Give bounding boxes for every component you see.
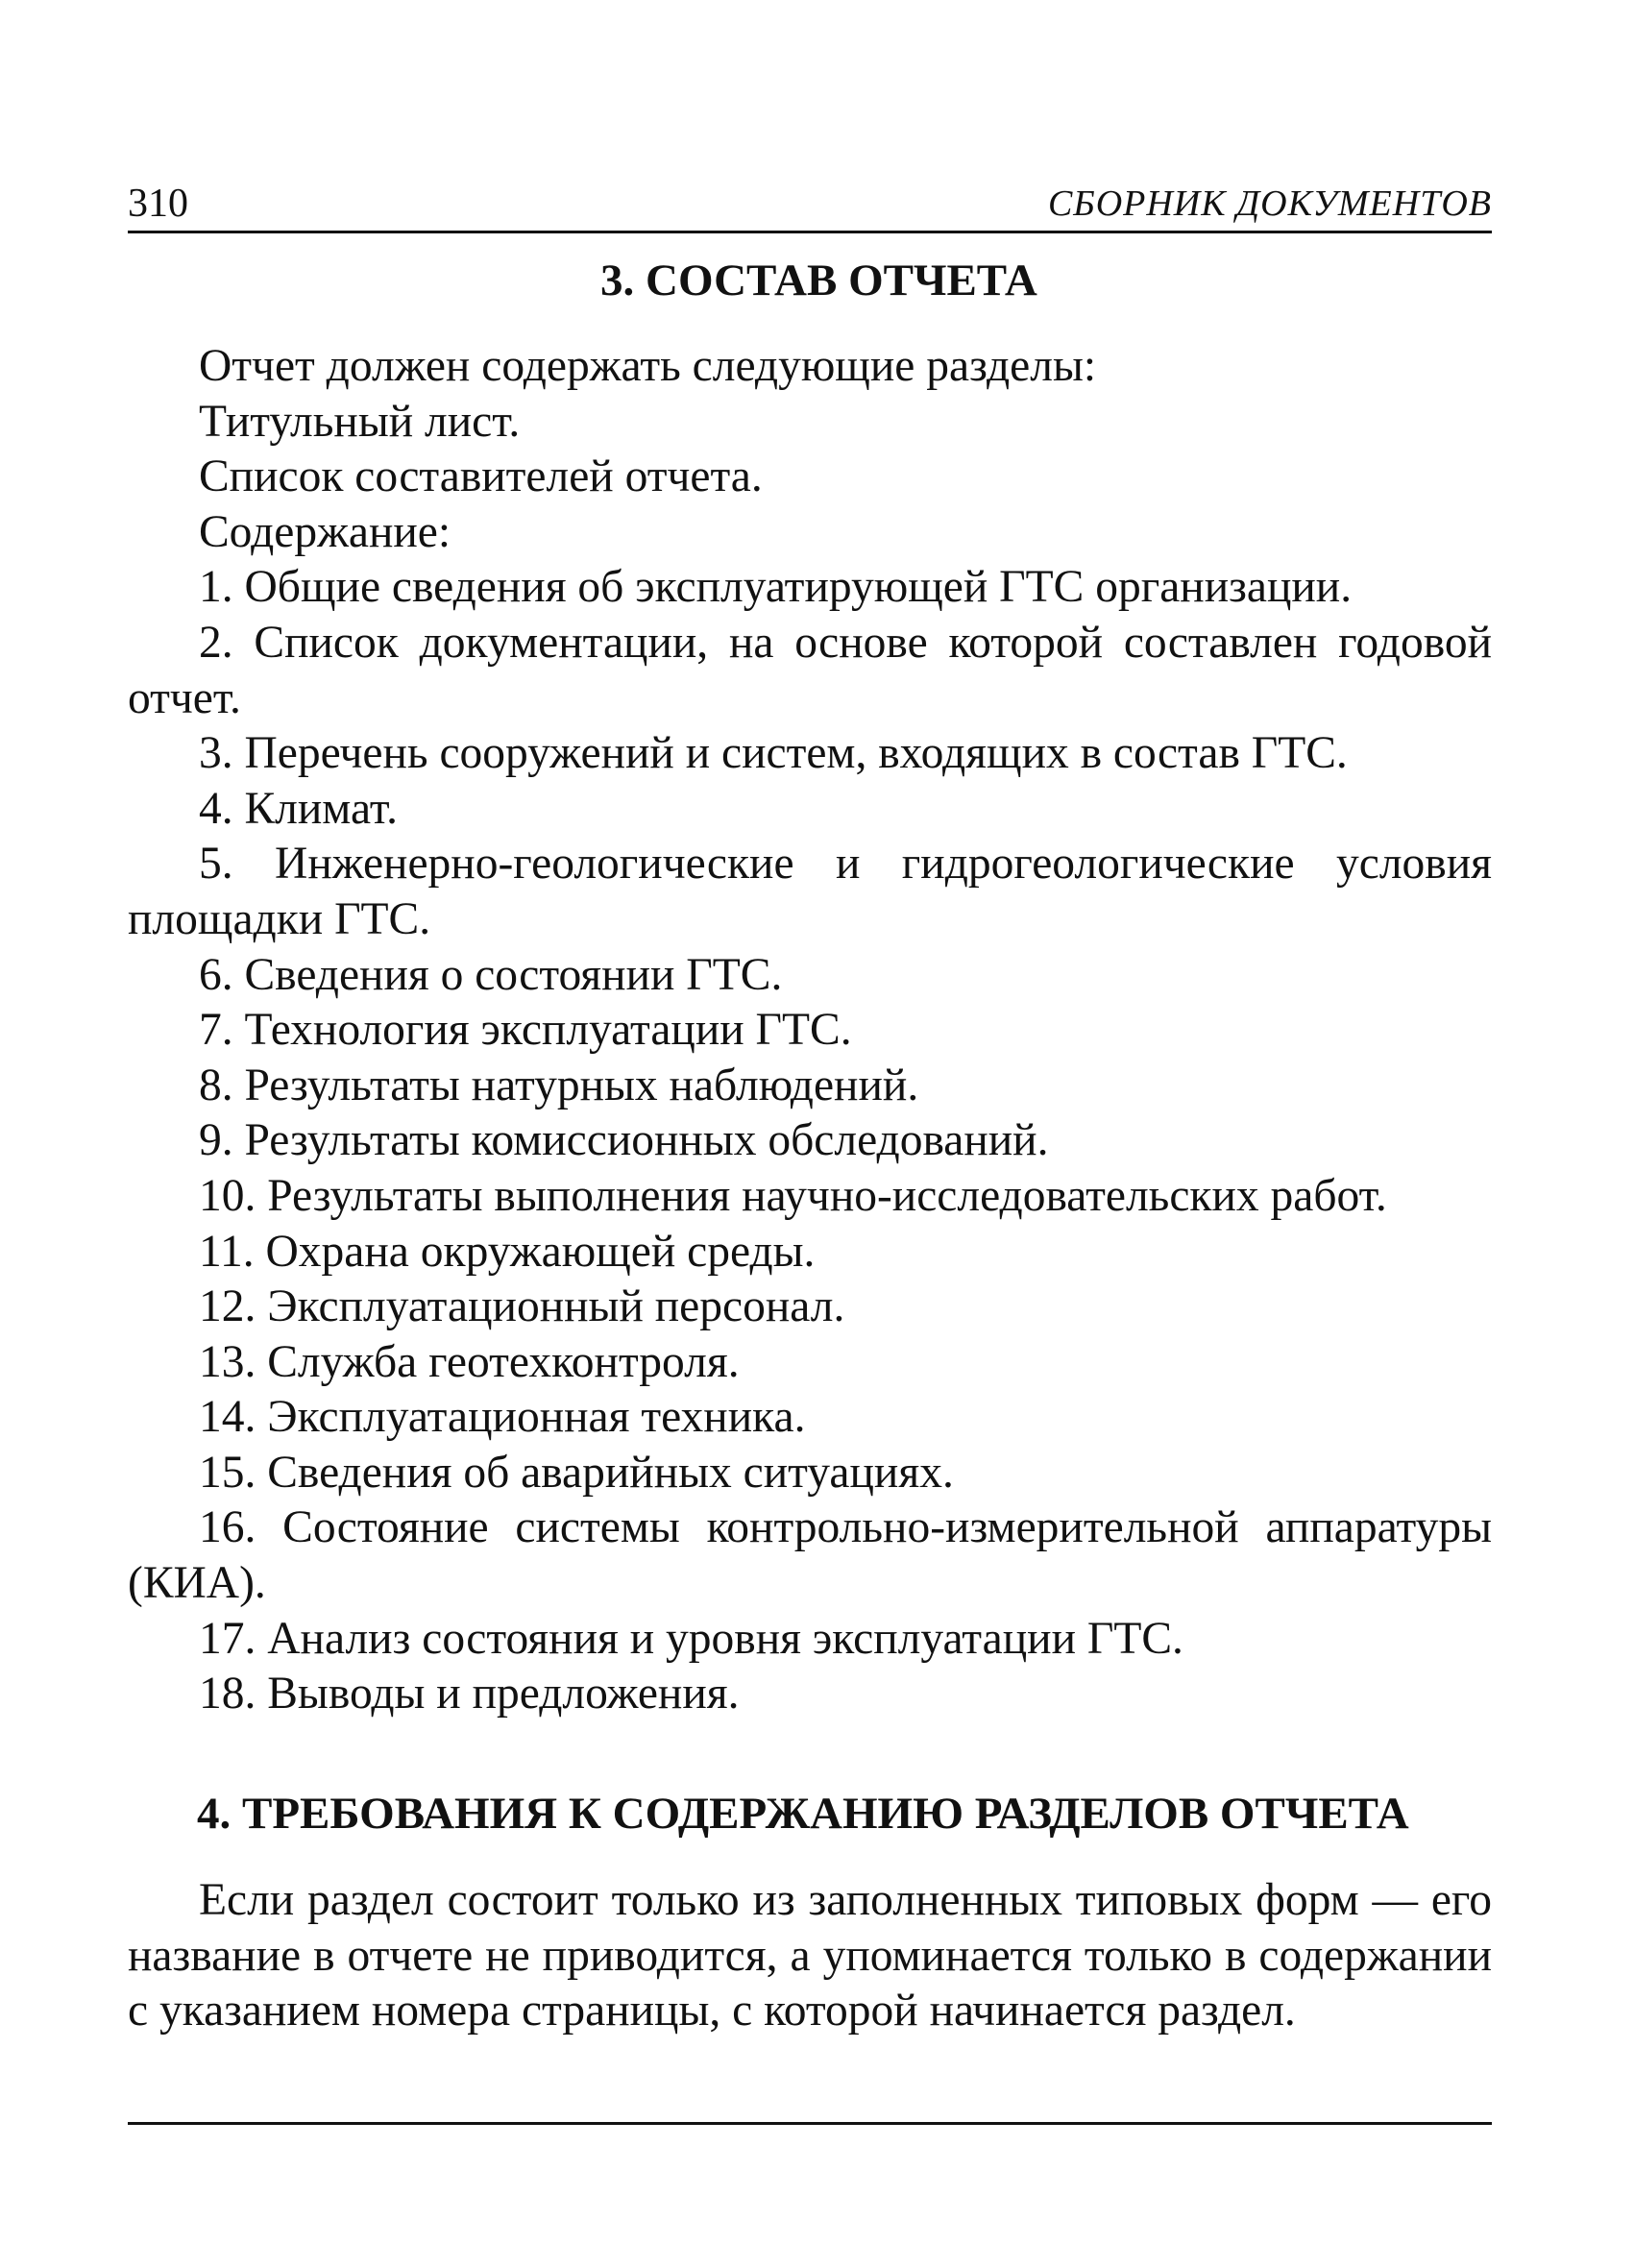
list-item: 7. Технология эксплуатации ГТС. <box>199 1005 852 1056</box>
list-item: 17. Анализ состояния и уровня эксплуатации ГТС. <box>199 1613 1183 1664</box>
list-item: 13. Служба геотехконтроля. <box>199 1336 740 1387</box>
intro-line: Отчет должен содержать следующие разделы: <box>199 341 1097 391</box>
list-item: Список составителей отчета. <box>199 451 763 502</box>
section-3-body <box>128 339 1492 1722</box>
list-item: 16. Состояние системы контрольно-измерительной аппаратуры (КИА). <box>128 1502 1492 1609</box>
list-item: 4. Климат. <box>199 783 398 834</box>
list-item: Титульный лист. <box>199 396 521 447</box>
list-item: 15. Сведения об аварийных ситуациях. <box>199 1447 954 1498</box>
page-number: 310 <box>128 182 188 226</box>
list-item: Содержание: <box>199 506 451 557</box>
list-item: 3. Перечень сооружений и систем, входящих в состав ГТС. <box>199 728 1348 779</box>
list-item: 14. Эксплуатационная техника. <box>199 1392 806 1443</box>
section-4-paragraph: Если раздел состоит только из заполненных типовых форм — его название в отчете не приводится, а упоминается только в содержании с указанием номера страницы, с которой начинается раздел. <box>128 1875 1492 2036</box>
list-item: 5. Инженерно-геологические и гидрогеологические условия площадки ГТС. <box>128 839 1492 944</box>
bottom-rule <box>128 2122 1492 2125</box>
list-item: 10. Результаты выполнения научно-исследовательских работ. <box>199 1170 1387 1221</box>
list-item: 1. Общие сведения об эксплуатирующей ГТС организации. <box>199 562 1353 613</box>
list-item: 6. Сведения о состоянии ГТС. <box>199 949 783 1000</box>
list-item: 18. Выводы и предложения. <box>199 1669 740 1719</box>
section-4-heading: 4. ТРЕБОВАНИЯ К СОДЕРЖАНИЮ РАЗДЕЛОВ ОТЧЕТА <box>197 1789 1409 1839</box>
book-title: СБОРНИК ДОКУМЕНТОВ <box>1047 183 1492 224</box>
section-3-heading: 3. СОСТАВ ОТЧЕТА <box>600 256 1037 305</box>
section-4-body <box>128 1873 1492 2039</box>
list-item: 2. Список документации, на основе которой составлен годовой отчет. <box>128 617 1492 723</box>
list-item: 8. Результаты натурных наблюдений. <box>199 1060 919 1110</box>
list-item: 11. Охрана окружающей среды. <box>199 1226 816 1277</box>
list-item: 12. Эксплуатационный персонал. <box>199 1281 845 1332</box>
list-item: 9. Результаты комиссионных обследований. <box>199 1115 1049 1166</box>
running-header <box>128 173 1492 233</box>
